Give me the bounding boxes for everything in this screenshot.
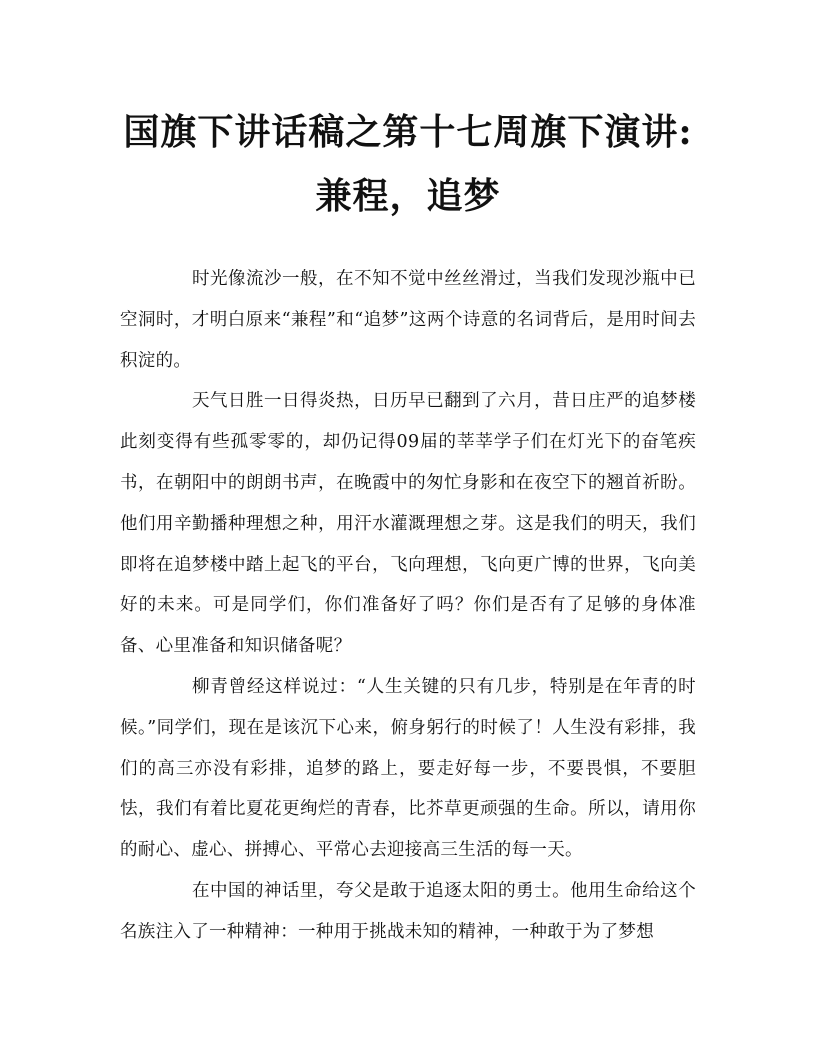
document-body <box>120 259 696 953</box>
paragraph: 柳青曾经这样说过：“人生关键的只有几步，特别是在年青的时候。”同学们，现在是该沉下心来，俯身躬行的时候了！人生没有彩排，我们的高三亦没有彩排，追梦的路上，要走好每一步，不要畏惧，不要胆怯，我们有着比夏花更绚烂的青春，比芥草更顽强的生命。所以，请用你的耐心、虚心、拼搏心、平常心去迎接高三生活的每一天。 <box>120 676 696 861</box>
paragraph: 在中国的神话里，夸父是敢于追逐太阳的勇士。他用生命给这个名族注入了一种精神：一种用于挑战未知的精神，一种敢于为了梦想 <box>120 880 696 942</box>
paragraph: 时光像流沙一般，在不知不觉中丝丝滑过，当我们发现沙瓶中已空洞时，才明白原来“兼程”和“追梦”这两个诗意的名词背后，是用时间去积淀的。 <box>120 269 696 371</box>
paragraph: 天气日胜一日得炎热，日历早已翻到了六月，昔日庄严的追梦楼此刻变得有些孤零零的，却仍记得09届的莘莘学子们在灯光下的奋笔疾书，在朝阳中的朗朗书声，在晚霞中的匆忙身影和在夜空下的翘首祈盼。他们用辛勤播种理想之种，用汗水灌溉理想之芽。这是我们的明天，我们即将在追梦楼中踏上起飞的平台，飞向理想，飞向更广博的世界，飞向美好的未来。可是同学们，你们准备好了吗？你们是否有了足够的身体准备、心里准备和知识储备呢？ <box>120 391 696 657</box>
document-title: 国旗下讲话稿之第十七周旗下演讲: 兼程，追梦 <box>123 111 693 217</box>
